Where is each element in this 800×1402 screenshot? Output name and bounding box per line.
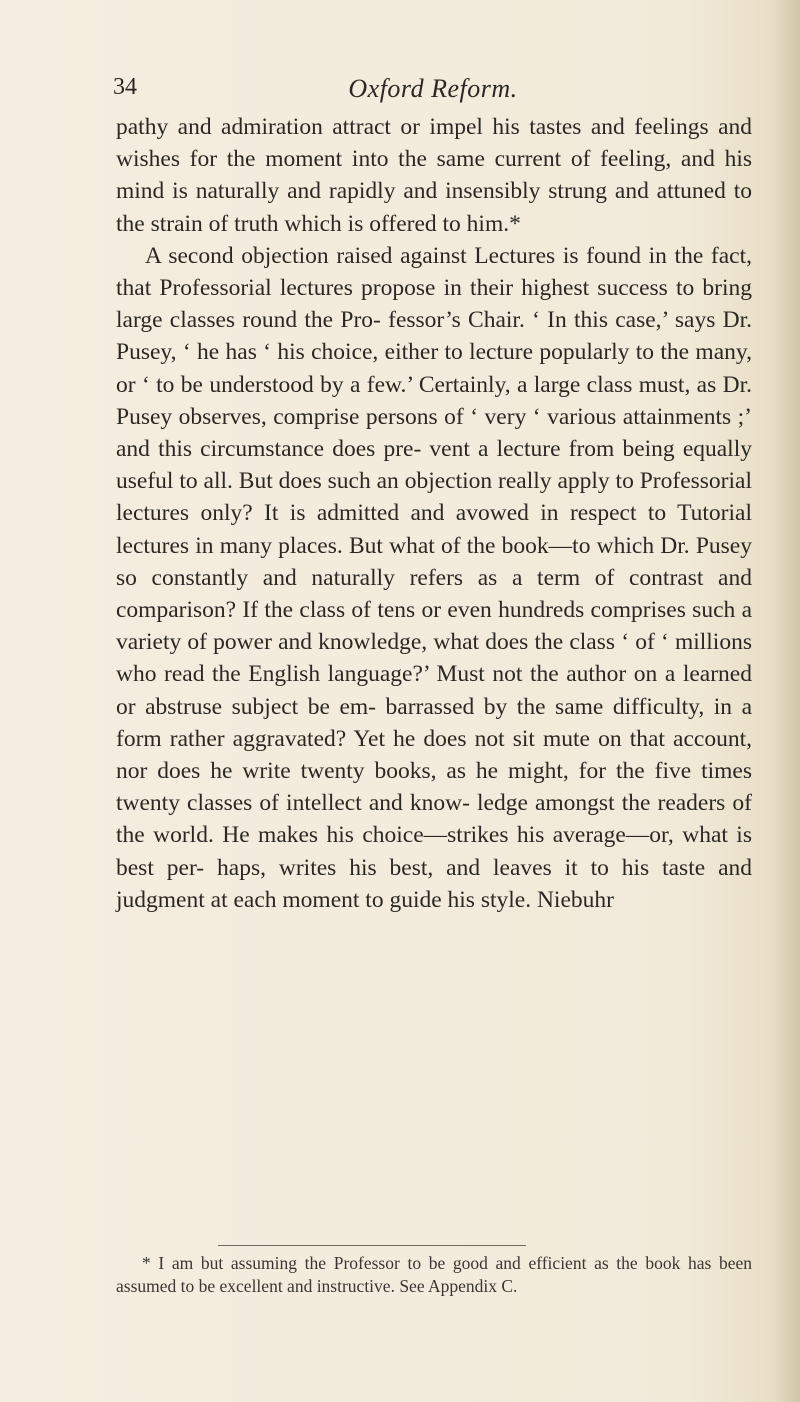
paragraph-continuation: pathy and admiration attract or impel his tastes and feelings and wishes for the moment into the same current of feeling, and his mind is naturally and rapidly and insensibly strung and attuned to the strain of truth which is offered to him.* xyxy=(116,114,752,237)
footnote xyxy=(116,1252,752,1298)
running-title: Oxford Reform. xyxy=(348,74,518,103)
paragraph-second-objection: A second objection raised against Lectures is found in the fact, that Professorial lectures propose in their highest success to bring large classes round the Pro- fessor’s Chair. ‘ In this case,’ says Dr. Pusey, ‘ he has ‘ his choice, either to lecture popularly to the many, or ‘ to be understood by a few.’ Certainly, a large class must, as Dr. Pusey observes, comprise persons of ‘ very ‘ various attainments ;’ and this circumstance does pre- vent a lecture from being equally useful to all. But does such an objection really apply to Professorial lectures only? It is admitted and avowed in respect to Tutorial lectures in many places. But what of the book—to which Dr. Pusey so constantly and naturally refers as a term of contrast and comparison? If the class of tens or even hundreds comprises such a variety of power and knowledge, what does the class ‘ of ‘ millions who read the English language?’ Must not the author on a learned or abstruse subject be em- barrassed by the same difficulty, in a form rather aggravated? Yet he does not sit mute on that account, nor does he write twenty books, as he might, for the five times twenty classes of intellect and know- ledge amongst the readers of the world. He makes his choice—strikes his average—or, what is best per- haps, writes his best, and leaves it to his taste and judgment at each moment to guide his style. Niebuhr xyxy=(116,242,752,913)
footnote-text: * I am but assuming the Professor to be good and efficient as the book has been assumed to be excellent and instructive. See Appendix C. xyxy=(116,1253,752,1296)
page-edge-shadow xyxy=(774,0,800,1402)
page-number: 34 xyxy=(113,74,137,100)
page-header xyxy=(113,74,753,114)
main-text xyxy=(116,111,752,916)
footnote-divider xyxy=(218,1245,526,1246)
